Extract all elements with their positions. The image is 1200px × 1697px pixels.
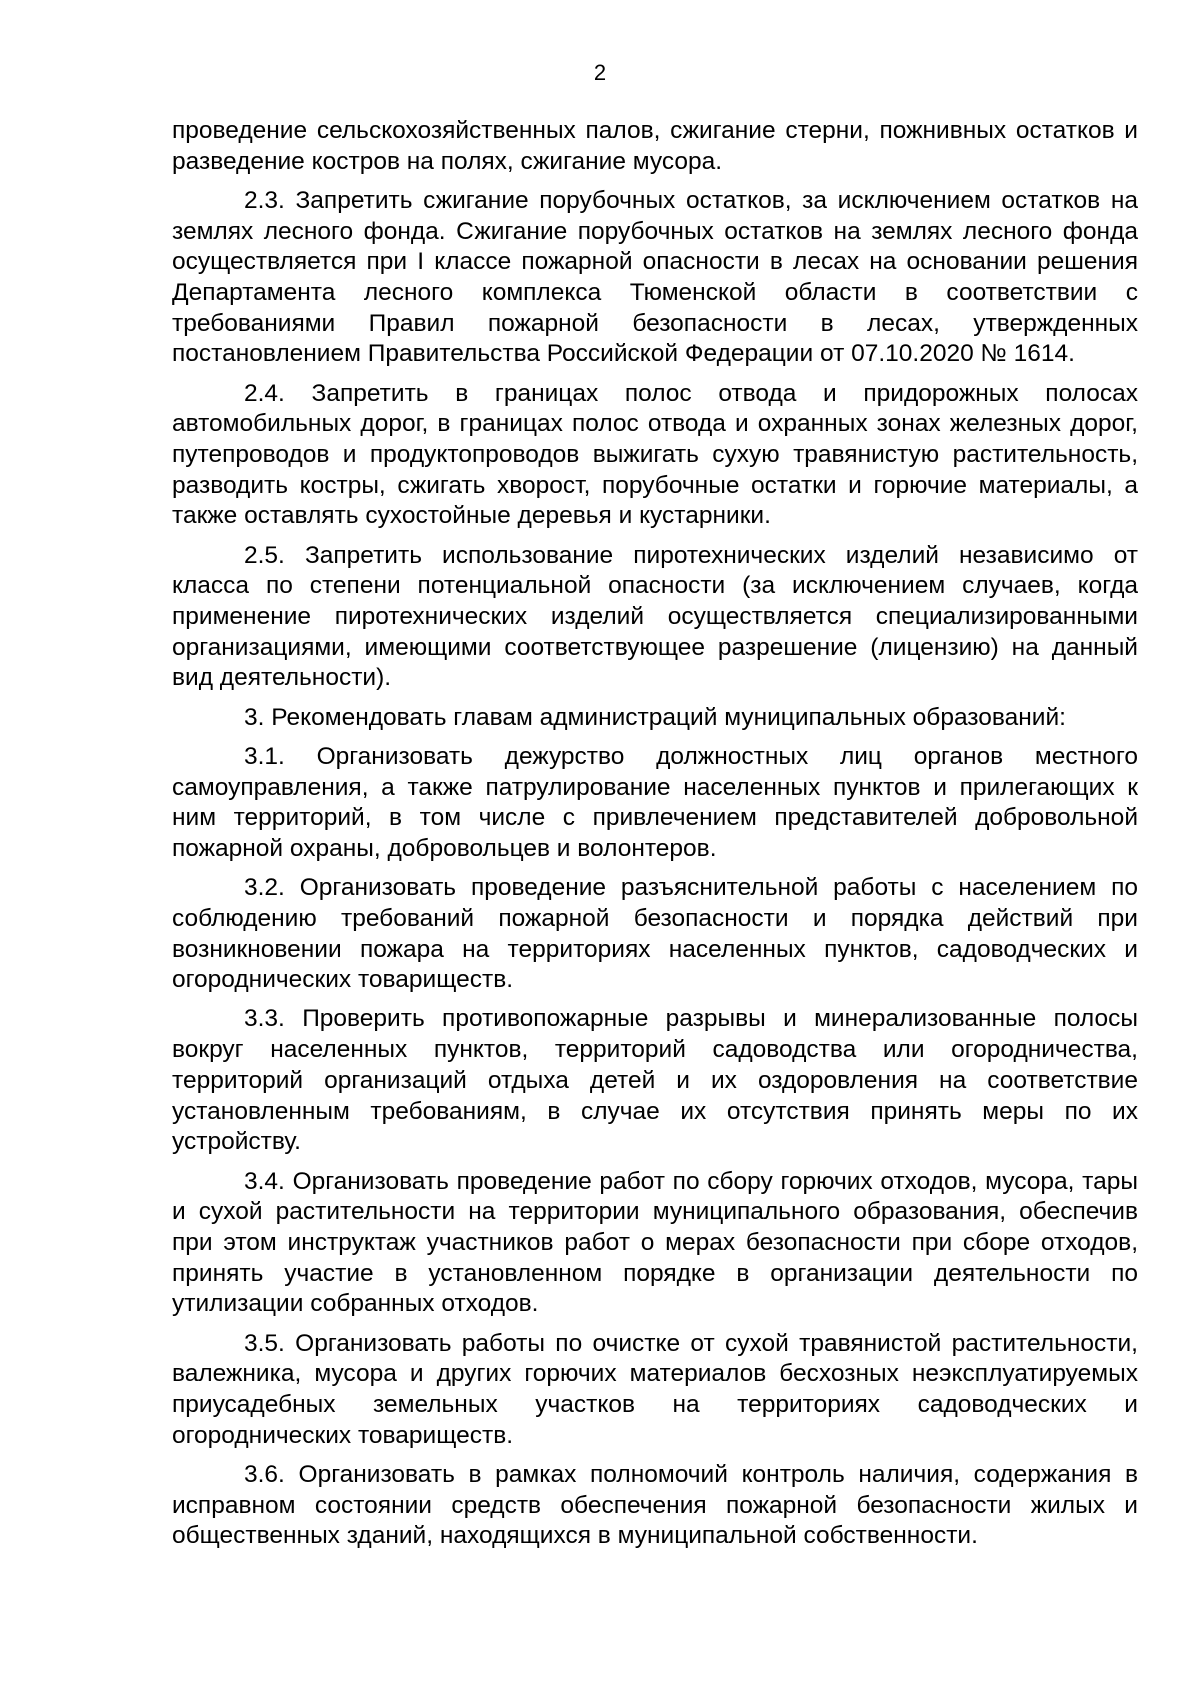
paragraph-2-5: 2.5. Запретить использование пиротехнических изделий независимо от класса по степени потенциальной опасности (за исключением случаев, когда применение пиротехнических изделий осуществляется специализированными организациями, имеющими соответствующее разрешение (лицензию) на данный вид деятельности). — [172, 541, 1138, 692]
paragraph-3-5: 3.5. Организовать работы по очистке от сухой травянистой растительности, валежника, мусора и других горючих материалов бесхозных неэксплуатируемых приусадебных земельных участков на территориях садоводческих и огороднических товариществ. — [172, 1329, 1138, 1449]
paragraph-3-2: 3.2. Организовать проведение разъяснительной работы с населением по соблюдению требований пожарной безопасности и порядка действий при возникновении пожара на территориях населенных пунктов, садоводческих и огороднических товариществ. — [172, 874, 1138, 994]
paragraph-3-1: 3.1. Организовать дежурство должностных лиц органов местного самоуправления, а также патрулирование населенных пунктов и прилегающих к ним территорий, в том числе с привлечением представителей добровольной пожарной охраны, добровольцев и волонтеров. — [172, 742, 1138, 862]
paragraph-continuation: проведение сельскохозяйственных палов, сжигание стерни, пожнивных остатков и разведение костров на полях, сжигание мусора. — [172, 117, 1138, 175]
document-body — [172, 116, 1138, 1560]
paragraph-3-6: 3.6. Организовать в рамках полномочий контроль наличия, содержания в исправном состоянии средств обеспечения пожарной безопасности жилых и общественных зданий, находящихся в муниципальной собственности. — [172, 1460, 1138, 1550]
paragraph-3: 3. Рекомендовать главам администраций муниципальных образований: — [244, 703, 1066, 731]
paragraph-3-4: 3.4. Организовать проведение работ по сбору горючих отходов, мусора, тары и сухой растительности на территории муниципального образования, обеспечив при этом инструктаж участников работ о мерах безопасности при сборе отходов, принять участие в установленном порядке в организации деятельности по утилизации собранных отходов. — [172, 1167, 1138, 1318]
paragraph-3-3: 3.3. Проверить противопожарные разрывы и минерализованные полосы вокруг населенных пунктов, территорий садоводства или огородничества, территорий организаций отдыха детей и их оздоровления на соответствие установленным требованиям, в случае их отсутствия принять меры по их устройству. — [172, 1005, 1138, 1156]
paragraph-2-3: 2.3. Запретить сжигание порубочных остатков, за исключением остатков на землях лесного фонда. Сжигание порубочных остатков на землях лесного фонда осуществляется при I классе пожарной опасности в лесах на основании решения Департамента лесного комплекса Тюменской области в соответствии с требованиями Правил пожарной безопасности в лесах, утвержденных постановлением Правительства Российской Федерации от 07.10.2020 № 1614. — [172, 186, 1138, 368]
page-number: 2 — [593, 60, 607, 85]
paragraph-2-4: 2.4. Запретить в границах полос отвода и придорожных полосах автомобильных дорог, в границах полос отвода и охранных зонах железных дорог, путепроводов и продуктопроводов выжигать сухую травянистую растительность, разводить костры, сжигать хворост, порубочные остатки и горючие материалы, а также оставлять сухостойные деревья и кустарники. — [172, 379, 1138, 530]
